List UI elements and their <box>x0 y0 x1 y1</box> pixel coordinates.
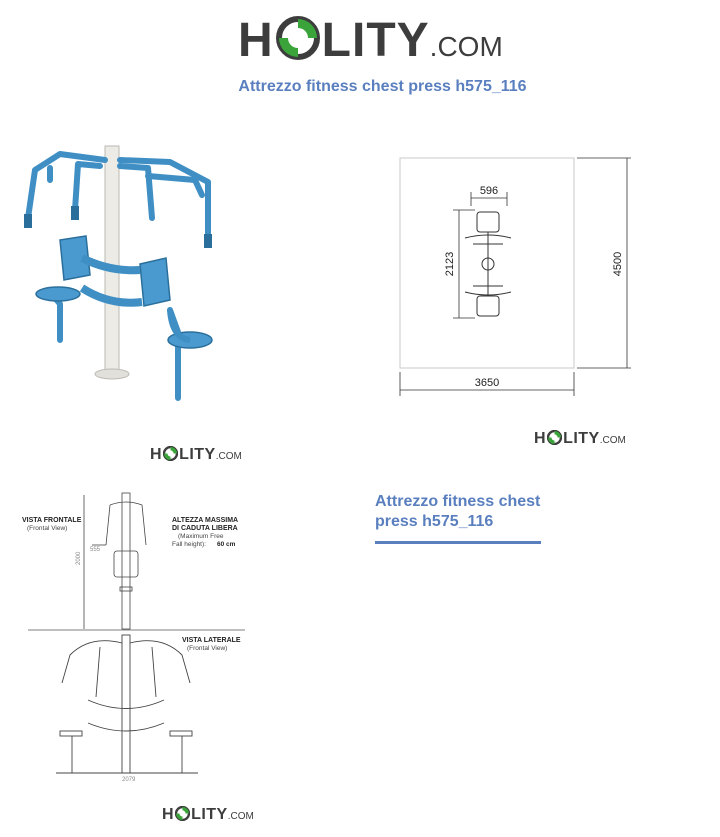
plan-length-label: 2123 <box>444 251 456 277</box>
brand-logo-small-plan[interactable]: H LITY .COM <box>534 430 626 447</box>
brand-o-icon <box>547 430 562 445</box>
product-title: Attrezzo fitness chest press h575_116 <box>238 78 527 95</box>
fall-label-2: DI CADUTA LIBERA <box>172 525 238 532</box>
product-image <box>20 140 235 410</box>
side-title-rule <box>375 541 541 544</box>
brand-o-icon <box>175 806 190 821</box>
dim-2000: 2000 <box>76 551 82 565</box>
side-view-sub: (Frontal View) <box>187 645 228 652</box>
dim-2079: 2079 <box>122 777 136 783</box>
brand-o-icon <box>163 446 178 461</box>
plan-width-label: 596 <box>479 185 499 197</box>
plan-area-length-label: 4500 <box>612 251 624 277</box>
side-view-label: VISTA LATERALE <box>182 637 241 644</box>
brand-logo-small-product[interactable]: H LITY .COM <box>150 446 242 463</box>
brand-logo-suffix: .COM <box>429 31 503 62</box>
central-pole <box>105 146 119 374</box>
technical-drawing <box>0 485 265 785</box>
fall-sub-1: (Maximum Free <box>178 533 224 540</box>
plan-area-width-label: 3650 <box>474 377 500 389</box>
fall-value: 60 cm <box>217 541 236 548</box>
plan-diagram <box>395 150 645 400</box>
brand-logo[interactable] <box>238 12 503 75</box>
left-seat <box>36 287 80 301</box>
dim-555: 555 <box>90 547 101 553</box>
brand-logo-left: H <box>238 14 274 67</box>
fall-sub-2: Fall height): <box>172 541 206 548</box>
fall-label-1: ALTEZZA MASSIMA <box>172 517 239 524</box>
front-view-sub: (Frontal View) <box>27 525 68 532</box>
brand-logo-o-icon <box>276 16 320 60</box>
product-side-title: Attrezzo fitness chest press h575_116 <box>375 493 541 530</box>
brand-logo-right: LITY <box>321 14 430 67</box>
right-backrest <box>140 258 170 306</box>
front-view-label: VISTA FRONTALE <box>22 517 82 524</box>
brand-logo-small-technical[interactable]: H LITY .COM <box>162 806 254 823</box>
